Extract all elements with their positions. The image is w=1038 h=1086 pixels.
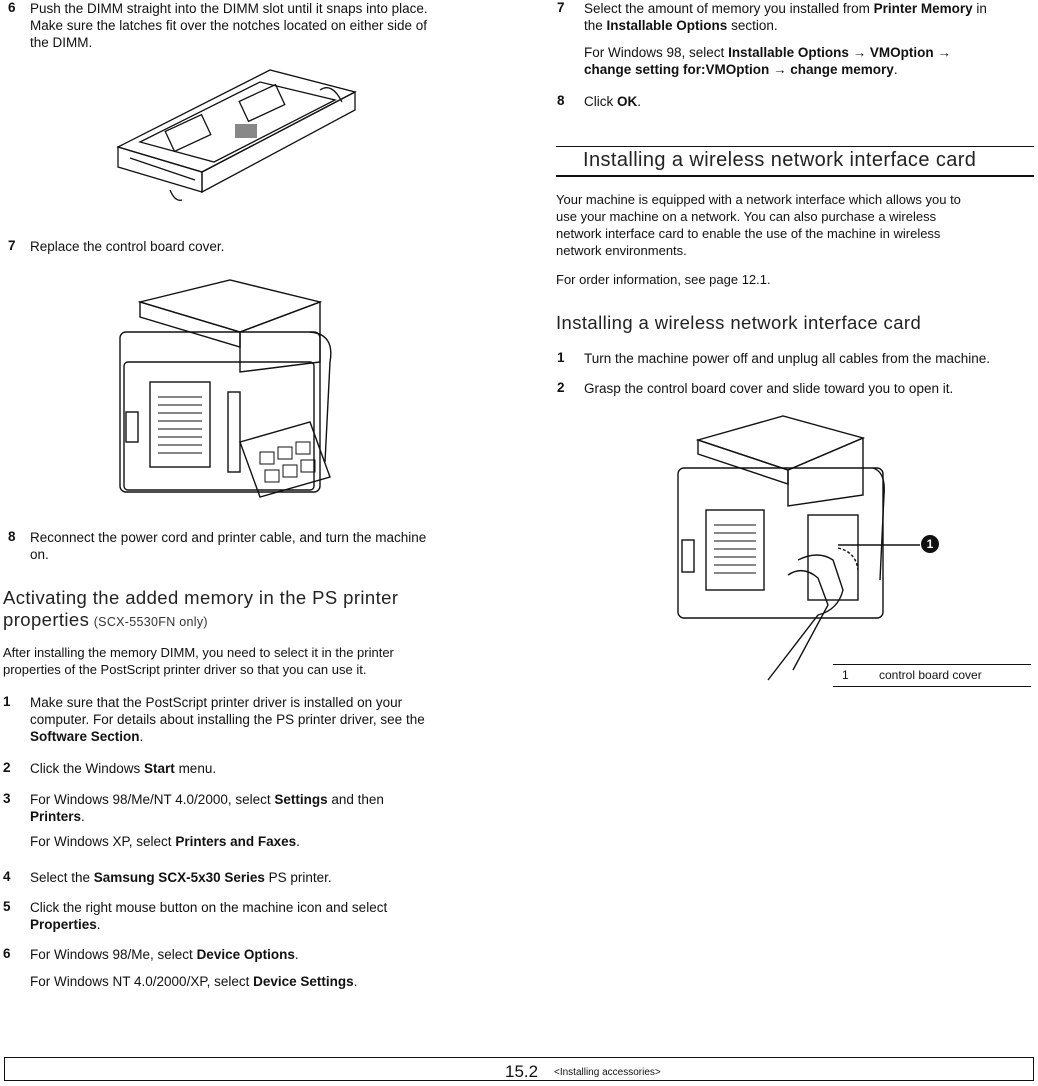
step-number: 4 [3, 869, 11, 884]
step-number: 6 [3, 946, 11, 961]
heading-rule-top [556, 146, 1034, 147]
step-number: 1 [3, 694, 11, 709]
step-text: Turn the machine power off and unplug all cables from the machine. [584, 351, 990, 366]
step-text: Select the amount of memory you installed from Printer Memory in the Installable Options section. For Windows 98, select Installable Options → VMOption → change setting for:VMOption → change memory. [584, 1, 987, 77]
callout-rule-bottom [833, 686, 1031, 687]
callout-marker: 1 [921, 535, 939, 553]
order-info: For order information, see page 12.1. [556, 272, 771, 287]
callout-label: control board cover [879, 668, 982, 682]
step-text: Make sure that the PostScript printer driver is installed on your computer. For details about installing the PS printer driver, see the Software Section. [30, 695, 425, 744]
step-text: Replace the control board cover. [30, 239, 225, 254]
printer-back-illustration [110, 272, 350, 504]
step-text: Grasp the control board cover and slide toward you to open it. [584, 381, 954, 396]
heading-rule-bottom [556, 175, 1034, 177]
step-number: 6 [8, 0, 16, 15]
step-number: 2 [557, 380, 565, 395]
step-number: 7 [557, 0, 565, 15]
dimm-illustration [110, 62, 370, 212]
section-heading: Activating the added memory in the PS printer properties (SCX-5530FN only) [3, 587, 399, 630]
printer-cover-illustration [668, 410, 948, 690]
footer-section: <Installing accessories> [554, 1067, 661, 1078]
step-number: 8 [557, 93, 565, 108]
page-number: 15.2 [505, 1062, 539, 1081]
step-number: 8 [8, 529, 16, 544]
intro-paragraph: After installing the memory DIMM, you need to select it in the printer properties of the PostScript printer driver so that you can use it. [3, 645, 394, 677]
step-number: 7 [8, 238, 16, 253]
sub-heading: Installing a wireless network interface card [556, 312, 922, 333]
step-number: 2 [3, 760, 11, 775]
step-text: Click OK. [584, 94, 642, 109]
step-text: For Windows 98/Me, select Device Options. For Windows NT 4.0/2000/XP, select Device Settings. [30, 947, 358, 989]
step-number: 5 [3, 899, 11, 914]
step-text: Reconnect the power cord and printer cable, and turn the machine on. [30, 530, 427, 562]
model-note: (SCX-5530FN only) [93, 615, 208, 629]
callout-number: 1 [842, 668, 849, 682]
intro-paragraph: Your machine is equipped with a network interface which allows you to use your machine on a network. You can also purchase a wireless network interface card to enable the use of the machine in wireless network environments. [556, 192, 961, 258]
step-text: Push the DIMM straight into the DIMM slot until it snaps into place. Make sure the latches fit over the notches located on either side of the DIMM. [30, 1, 428, 50]
step-number: 3 [3, 791, 11, 806]
step-text: Select the Samsung SCX-5x30 Series PS printer. [30, 870, 332, 885]
section-heading: Installing a wireless network interface card [583, 149, 977, 171]
step-text: Click the right mouse button on the machine icon and select Properties. [30, 900, 388, 932]
step-text: Click the Windows Start menu. [30, 761, 217, 776]
callout-rule-top [833, 664, 1031, 665]
step-number: 1 [557, 350, 565, 365]
step-text: For Windows 98/Me/NT 4.0/2000, select Settings and then Printers. For Windows XP, select Printers and Faxes. [30, 792, 384, 849]
